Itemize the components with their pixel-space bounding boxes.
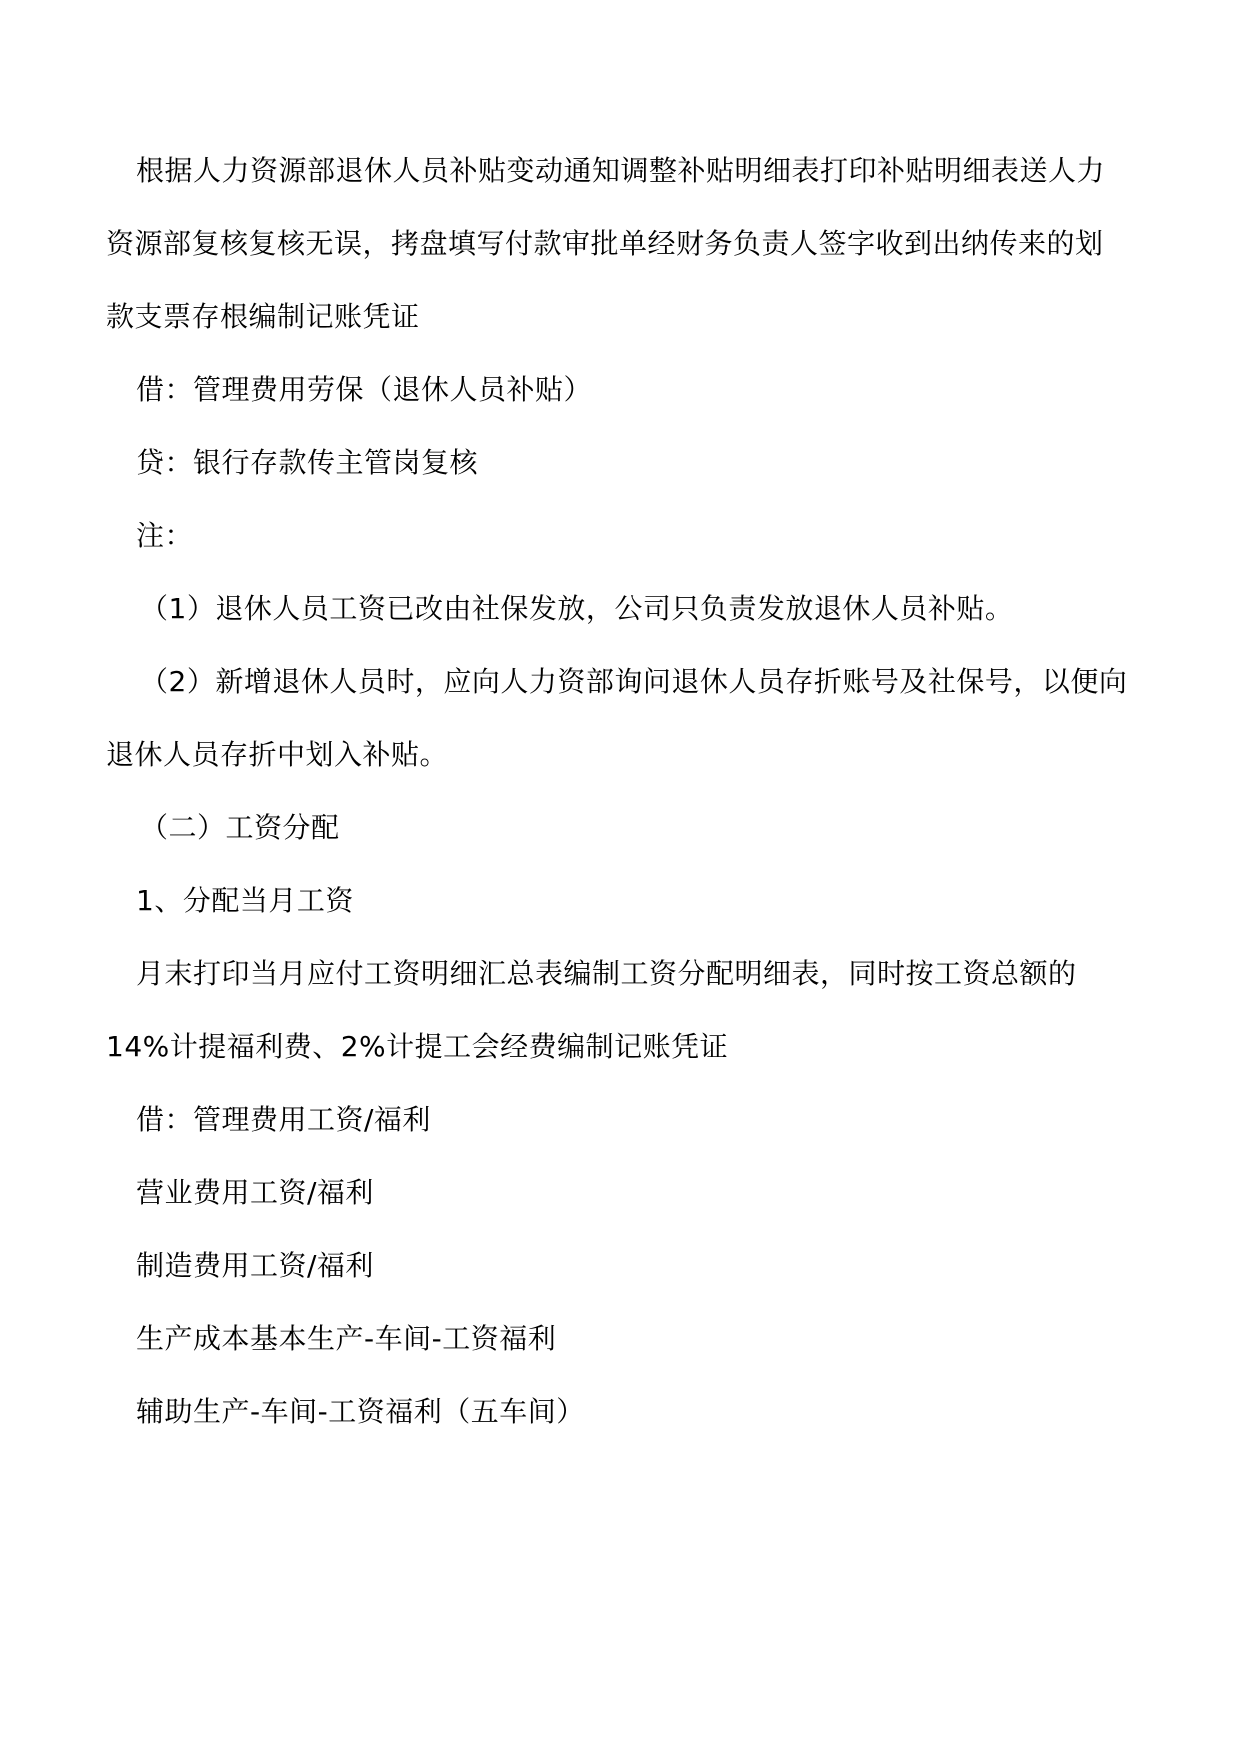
entry-line: 辅助生产-车间-工资福利（五车间）	[136, 1395, 585, 1428]
entry-line: 营业费用工资/福利	[136, 1176, 374, 1209]
credit-entry: 贷：银行存款传主管岗复核	[136, 446, 479, 479]
note-heading: 注：	[136, 519, 194, 552]
note-item-continuation: 退休人员存折中划入补贴。	[106, 738, 449, 771]
entry-line: 生产成本基本生产-车间-工资福利	[136, 1322, 557, 1355]
paragraph-line: 14%计提福利费、2%计提工会经费编制记账凭证	[106, 1030, 729, 1063]
debit-entry: 借：管理费用工资/福利	[136, 1103, 431, 1136]
paragraph-line: 资源部复核复核无误，拷盘填写付款审批单经财务负责人签字收到出纳传来的划	[106, 227, 1104, 260]
section-heading: （二）工资分配	[140, 811, 340, 844]
entry-line: 制造费用工资/福利	[136, 1249, 374, 1282]
note-item: （2）新增退休人员时，应向人力资部询问退休人员存折账号及社保号，以便向	[140, 665, 1128, 698]
subsection-heading: 1、分配当月工资	[136, 884, 354, 917]
paragraph-line: 根据人力资源部退休人员补贴变动通知调整补贴明细表打印补贴明细表送人力	[136, 154, 1106, 187]
paragraph-line: 月末打印当月应付工资明细汇总表编制工资分配明细表，同时按工资总额的	[136, 957, 1077, 990]
note-item: （1）退休人员工资已改由社保发放，公司只负责发放退休人员补贴。	[140, 592, 1014, 625]
debit-entry: 借：管理费用劳保（退休人员补贴）	[136, 373, 593, 406]
paragraph-line: 款支票存根编制记账凭证	[106, 300, 420, 333]
